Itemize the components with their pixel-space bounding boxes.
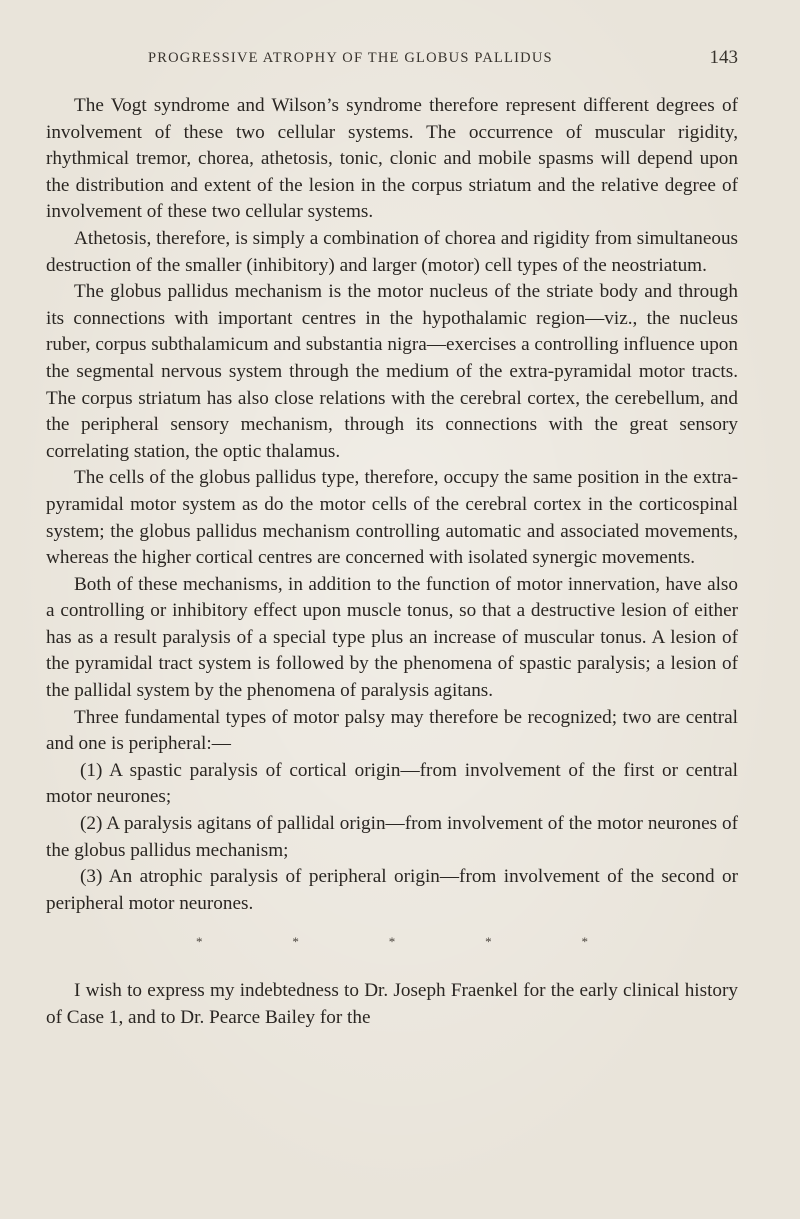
separator-asterisk: * (485, 934, 492, 950)
running-head (60, 47, 740, 72)
section-separator (46, 917, 738, 956)
body-text (46, 93, 738, 1031)
list-item-atrophic-paralysis: (3) An atrophic paralysis of peripheral origin—from involvement of the second or peripheral motor neurones. (46, 866, 738, 914)
paragraph-acknowledgement: I wish to express my indebtedness to Dr. Joseph Fraenkel for the early clinical history of Case 1, and to Dr. Pearce Bailey for the (46, 980, 738, 1028)
page-number: 143 (709, 47, 738, 68)
list-item-spastic-paralysis: (1) A spastic paralysis of cortical origin—from involvement of the first or central motor neurones; (46, 759, 738, 808)
separator-asterisk: * (292, 934, 299, 950)
separator-asterisk: * (581, 934, 588, 950)
paragraph-globus-pallidus-mechanism: The globus pallidus mechanism is the motor nucleus of the striate body and through its connections with important centres in the hypothalamic region—viz., the nucleus ruber, corpus subthalamicum and substantia nigra—exercises a controlling influence upon the segmental nervous system through the medium of the extra-pyramidal motor tracts. The corpus striatum has also close relations with the cerebral cortex, the cerebellum, and the peripheral sensory mechanism, through its connections with the great sensory correlating station, the optic thalamus. (46, 281, 738, 462)
separator-asterisk: * (196, 934, 203, 950)
paragraph-athetosis: Athetosis, therefore, is simply a combination of chorea and rigidity from simultaneous destruction of the smaller (inhibitory) and larger (motor) cell types of the neostriatum. (46, 227, 738, 276)
paragraph-globus-pallidus-cells: The cells of the globus pallidus type, therefore, occupy the same position in the extra-pyramidal motor system as do the motor cells of the cerebral cortex in the corticospinal system; the globus pallidus mechanism controlling automatic and associated movements, whereas the higher cortical centres are concerned with isolated synergic movements. (46, 467, 738, 569)
running-title: PROGRESSIVE ATROPHY OF THE GLOBUS PALLIDUS (148, 50, 553, 66)
separator-asterisk: * (388, 934, 396, 950)
list-item-paralysis-agitans: (2) A paralysis agitans of pallidal origin—from involvement of the motor neurones of the globus pallidus mechanism; (46, 813, 738, 861)
paragraph-three-types: Three fundamental types of motor palsy may therefore be recognized; two are central and one is peripheral:— (46, 706, 738, 755)
paragraph-both-mechanisms: Both of these mechanisms, in addition to the function of motor innervation, have also a controlling or inhibitory effect upon muscle tonus, so that a destructive lesion of either has as a result paralysis of a special type plus an increase of muscular tonus. A lesion of the pyramidal tract system is followed by the phenomena of spastic paralysis; a lesion of the pallidal system by the phenomena of paralysis agitans. (46, 573, 738, 702)
paragraph-vogt-wilson: The Vogt syndrome and Wilson’s syndrome therefore represent different degrees of involvement of these two cellular systems. The occurrence of muscular rigidity, rhythmical tremor, chorea, athetosis, tonic, clonic and mobile spasms will depend upon the distribution and extent of the lesion in the corpus striatum and the relative degree of involvement of these two cellular systems. (46, 95, 738, 223)
